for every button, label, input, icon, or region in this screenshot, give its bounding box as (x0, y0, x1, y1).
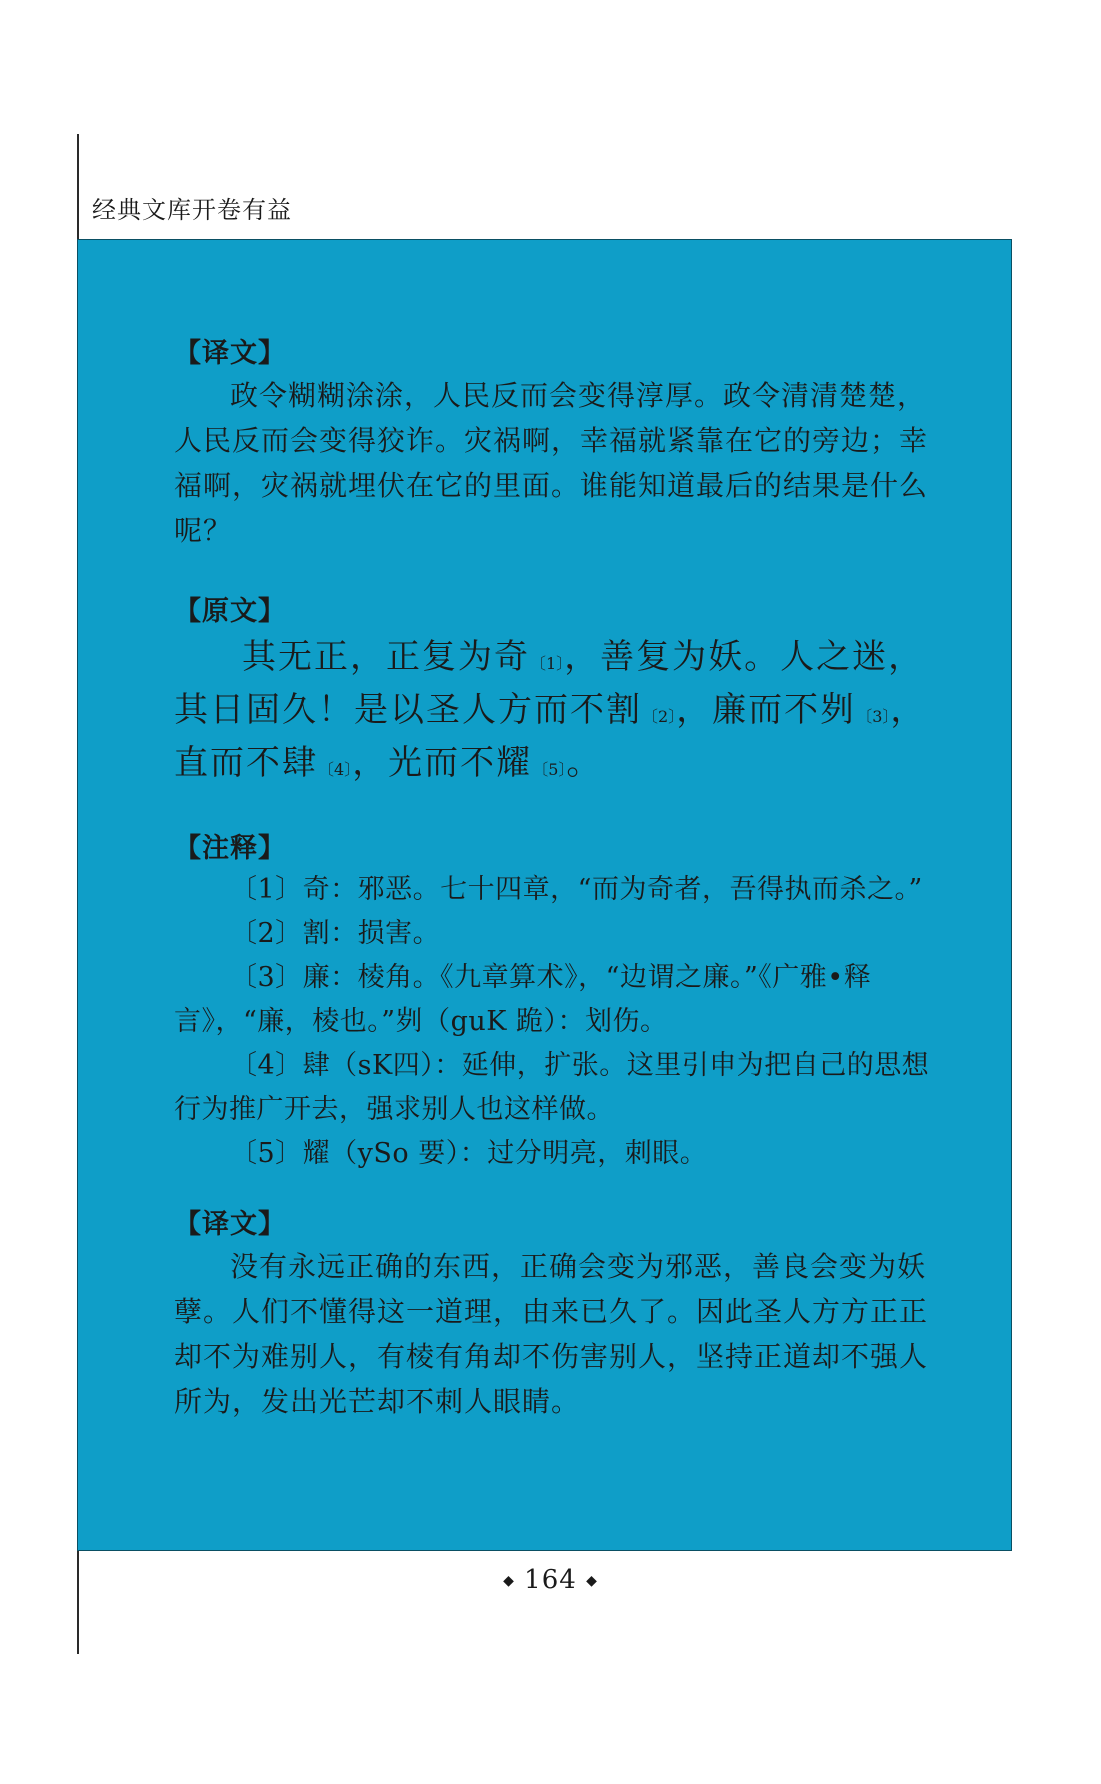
footnote-ref-1: 〔1〕 (530, 654, 565, 673)
section-heading-translation-2: 【译文】 (174, 1209, 286, 1240)
section-heading-original: 【原文】 (174, 596, 286, 627)
content-panel (77, 239, 1012, 1551)
original-text: 其无正，正复为奇$^{〔1〕}$，善复为妖。人之迷，其日固久！是以圣人方而不割$^{〔2〕}$，廉而不刿$^{〔3〕}$，直而不肆$^{〔4〕}$，光而不耀$^{〔5〕}$。 (174, 637, 927, 783)
footnote-ref-2: 〔2〕 (642, 707, 677, 726)
section-heading-notes: 【注释】 (174, 833, 286, 864)
content-body (174, 335, 954, 1424)
translation-paragraph-2: 没有永远正确的东西，正确会变为邪恶，善良会变为妖孽。人们不懂得这一道理，由来已久了。因此圣人方方正正却不为难别人，有棱有角却不伤害别人，坚持正道却不强人所为，发出光芒却不刺人眼睛。 (174, 1250, 929, 1418)
book-series-title: 经典文库开卷有益 (92, 196, 292, 224)
translation-paragraph: 政令糊糊涂涂，人民反而会变得淳厚。政令清清楚楚，人民反而会变得狡诈。灾祸啊，幸福就紧靠在它的旁边；幸福啊，灾祸就埋伏在它的里面。谁能知道最后的结果是什么呢？ (174, 379, 929, 547)
note-item-5: 〔5〕耀（ySo 要）：过分明亮，刺眼。 (230, 1138, 708, 1169)
section-heading-translation: 【译文】 (174, 338, 286, 369)
note-item-1: 〔1〕奇：邪恶。七十四章，“而为奇者，吾得执而杀之。” (230, 874, 923, 905)
note-item-3: 〔3〕廉：棱角。《九章算术》，“边谓之廉。”《广雅•释言》，“廉，棱也。”刿（guK 跪）：划伤。 (174, 962, 872, 1037)
note-item-2: 〔2〕割：损害。 (230, 918, 441, 949)
diamond-icon: ◆ (503, 1573, 515, 1589)
footnote-ref-3: 〔3〕 (856, 707, 891, 726)
footnote-ref-5: 〔5〕 (532, 760, 567, 779)
note-item-4: 〔4〕肆（sK四）：延伸，扩张。这里引申为把自己的思想行为推广开去，强求别人也这样做。 (174, 1050, 930, 1125)
diamond-icon: ◆ (586, 1573, 598, 1589)
page-number: ◆ 164 ◆ (503, 1565, 598, 1595)
footnote-ref-4: 〔4〕 (318, 760, 353, 779)
